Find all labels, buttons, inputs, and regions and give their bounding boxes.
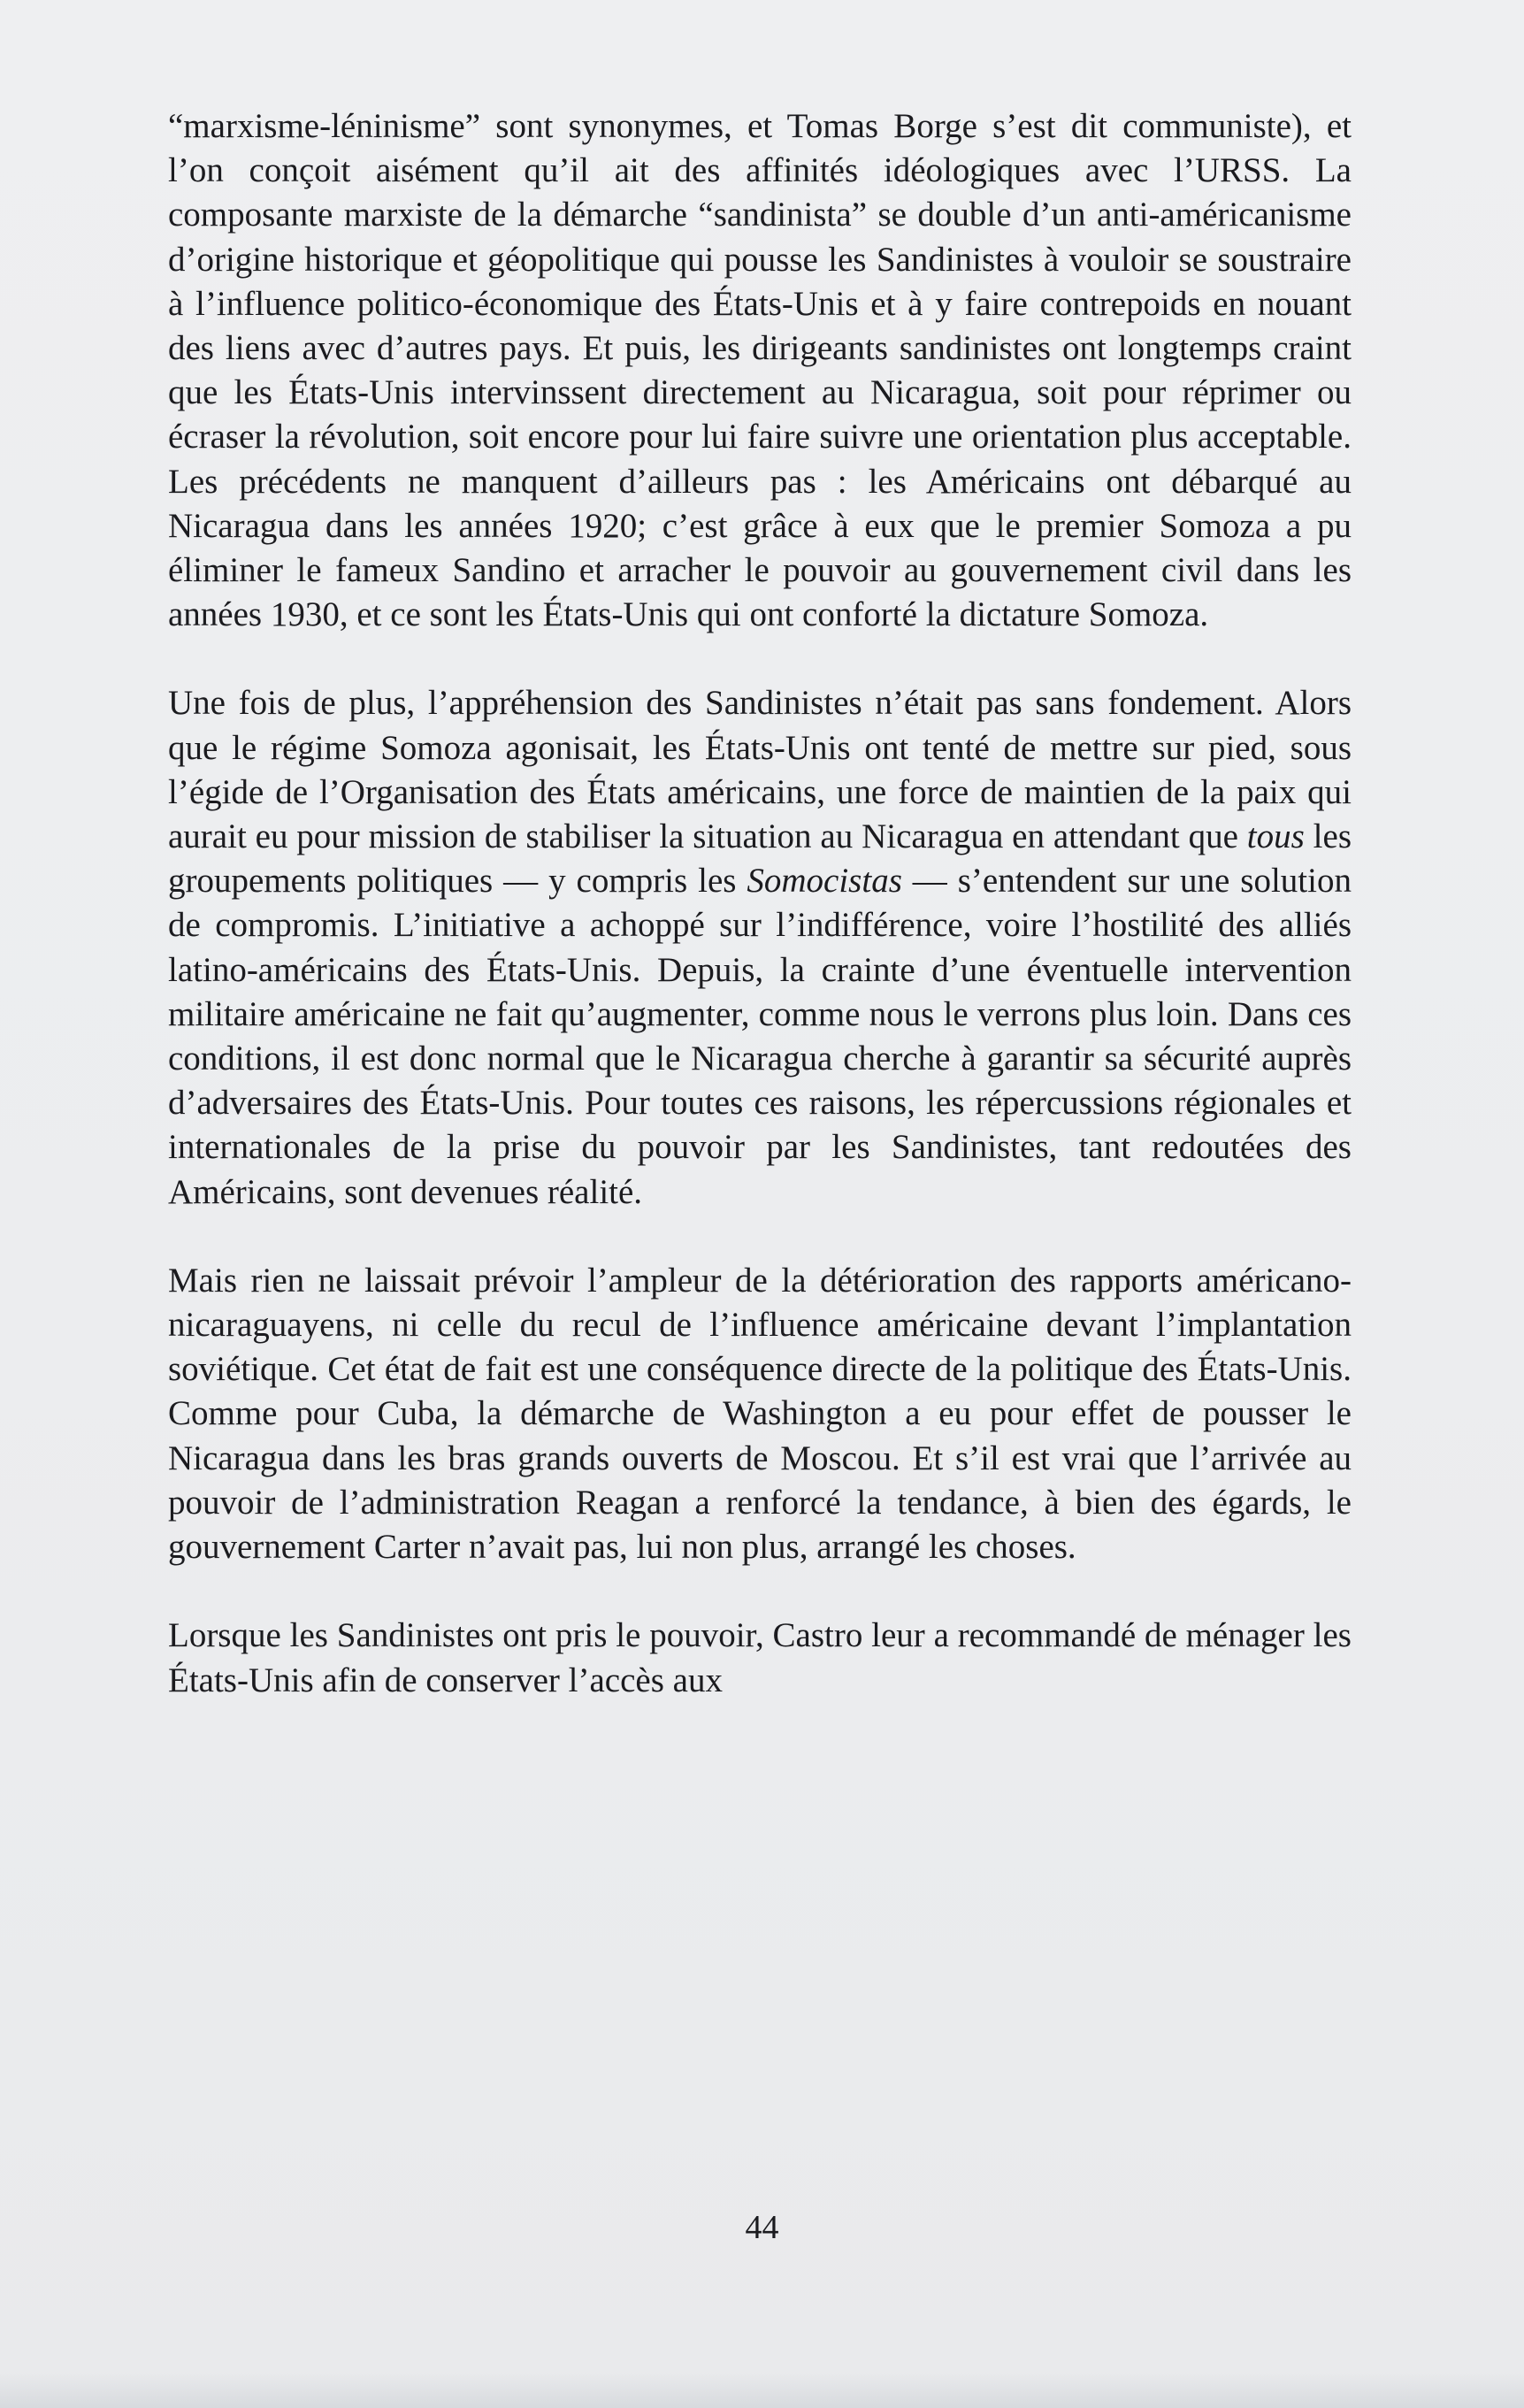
paragraph-2-text-a: Une fois de plus, l’appréhension des Sandinistes n’était pas sans fondement. Alors que le régime Somoza agonisait, les États-Unis ont tenté de mettre sur pied, sous l’égide de l’Organisation des États américains, une force de maintien de la paix qui aurait eu pour mission de stabiliser la situation au Nicaragua en attendant que — [168, 684, 1352, 856]
paragraph-4 — [168, 1614, 1352, 1702]
page-bottom-edge — [0, 2373, 1524, 2408]
paragraph-4-text: Lorsque les Sandinistes ont pris le pouvoir, Castro leur a recommandé de ménager les États-Unis afin de conserver l’accès aux — [168, 1616, 1352, 1699]
paragraph-2 — [168, 681, 1352, 1214]
paragraph-1 — [168, 104, 1352, 637]
paragraph-3-text: Mais rien ne laissait prévoir l’ampleur de la détérioration des rapports américano-nicaraguayens, ni celle du recul de l’influence américaine devant l’implantation soviétique. Cet état de fait est une conséquence directe de la politique des États-Unis. Comme pour Cuba, la démarche de Washington a eu pour effet de pousser le Nicaragua dans les bras grands ouverts de Moscou. Et s’il est vrai que l’arrivée au pouvoir de l’administration Reagan a renforcé la tendance, à bien des égards, le gouvernement Carter n’avait pas, lui non plus, arrangé les choses. — [168, 1261, 1352, 1567]
paragraph-2-emphasis-tous: tous — [1246, 817, 1305, 856]
paragraph-3 — [168, 1259, 1352, 1569]
paragraph-2-emphasis-somocistas: Somocistas — [747, 862, 902, 901]
paragraph-1-text: “marxisme-léninisme” sont synonymes, et Tomas Borge s’est dit communiste), et l’on conçoit aisément qu’il ait des affinités idéologiques avec l’URSS. La composante marxiste de la démarche “sandinista” se double d’un anti-américanisme d’origine historique et géopolitique qui pousse les Sandinistes à vouloir se soustraire à l’influence politico-économique des États-Unis et à y faire contrepoids en nouant des liens avec d’autres pays. Et puis, les dirigeants sandinistes ont longtemps craint que les États-Unis intervinssent directement au Nicaragua, soit pour réprimer ou écraser la révolution, soit encore pour lui faire suivre une orientation plus acceptable. Les précédents ne manquent d’ailleurs pas : les Américains ont débarqué au Nicaragua dans les années 1920; c’est grâce à eux que le premier Somoza a pu éliminer le fameux Sandino et arracher le pouvoir au gouvernement civil dans les années 1930, et ce sont les États-Unis qui ont conforté la dictature Somoza. — [168, 107, 1352, 634]
paragraph-2-text-c: — s’entendent sur une solution de compromis. L’initiative a achoppé sur l’indifférence, voire l’hostilité des alliés latino-américains des États-Unis. Depuis, la crainte d’une éventuelle intervention militaire américaine ne fait qu’augmenter, comme nous le verrons plus loin. Dans ces conditions, il est donc normal que le Nicaragua cherche à garantir sa sécurité auprès d’adversaires des États-Unis. Pour toutes ces raisons, les répercussions régionales et internationales de la prise du pouvoir par les Sandinistes, tant redoutées des Américains, sont devenues réalité. — [168, 862, 1352, 1211]
body-text — [168, 104, 1352, 1703]
page-number: 44 — [745, 2209, 779, 2246]
paragraph-2-text-b: les groupements politiques — y compris les — [168, 817, 1352, 901]
